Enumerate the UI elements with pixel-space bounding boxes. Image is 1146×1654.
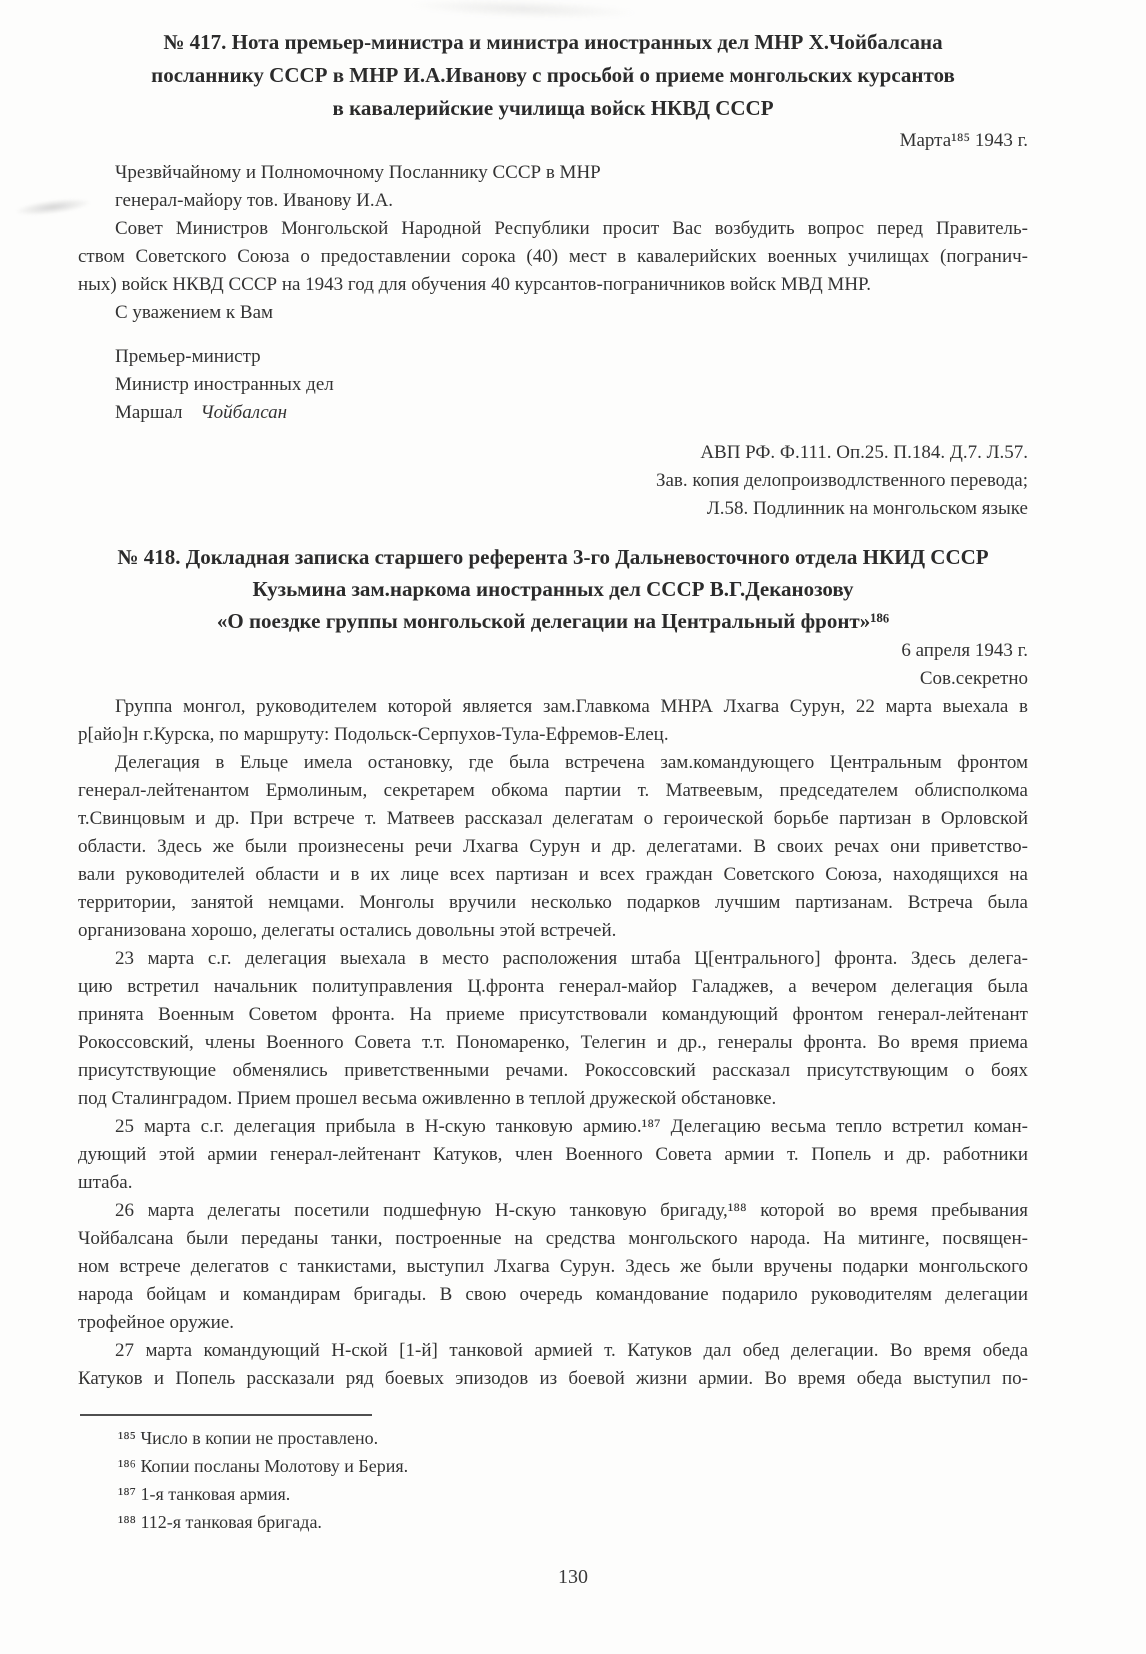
text-line: территории, занятой немцами. Монголы вручили несколько подарков лучшим партизанам. Встреча была (78, 892, 1028, 913)
text-line: генерал-майору тов. Иванову И.А. (115, 190, 394, 211)
paragraph (78, 1113, 1028, 1197)
signature-title: Премьер-министр (115, 346, 261, 367)
signature-name-line (115, 399, 1028, 427)
text-line: ¹⁸⁶ Копии посланы Молотову и Берия. (118, 1456, 409, 1476)
doc418-classification: Сов.секретно (919, 668, 1028, 689)
text-line: дующий этой армии генерал-лейтенант Катуков, член Военного Совета армии т. Попель и др. работники (78, 1144, 1028, 1165)
text-line: «О поездке группы монгольской делегации на Центральный фронт»¹⁸⁶ (216, 609, 890, 633)
footnote-list (78, 1424, 1028, 1536)
text-line: ¹⁸⁵ Число в копии не проставлено. (118, 1428, 379, 1448)
paragraph (78, 749, 1028, 945)
text-line: р[айо]н г.Курска, по маршруту: Подольск-Серпухов-Тула-Ефремов-Елец. (78, 724, 669, 745)
text-line: ством Советского Союза о предоставлении сорока (40) мест в кавалерийских военных училищах (погранич- (78, 246, 1028, 267)
text-line: Катуков и Попель рассказали ряд боевых эпизодов из боевой жизни армии. Во время обеда выступил по- (78, 1368, 1028, 1389)
signature-title: Министр иностранных дел (115, 374, 334, 395)
signature-rank: Маршал (115, 402, 183, 423)
doc417-date: Марта¹⁸⁵ 1943 г. (899, 130, 1028, 151)
text-line: ¹⁸⁷ 1-я танковая армия. (118, 1484, 291, 1504)
text-line: цию встретил начальник политуправления Ц.фронта генерал-майор Галаджев, а вечером делегация была (78, 976, 1028, 997)
document-417 (78, 26, 1028, 523)
scan-smudge (408, 0, 638, 22)
text-line: организована хорошо, делегаты остались довольны этой встречей. (78, 920, 617, 941)
text-line: ных) войск НКВД СССР на 1943 год для обучения 40 курсантов-пограничников войск МВД МНР. (78, 274, 871, 295)
text-line: в кавалерийские училища войск НКВД СССР (332, 96, 774, 120)
signature-name: Чойбалсан (200, 402, 288, 423)
text-line: народа бойцам и командирам бригады. В свою очередь командование подарило руководителям делегации (78, 1284, 1028, 1305)
footnote-separator-rule (80, 1414, 372, 1416)
text-line: Кузьмина зам.наркома иностранных дел СССР В.Г.Деканозову (252, 577, 854, 601)
text-line: Чрезвйчайному и Полномочному Посланнику СССР в МНР (115, 162, 601, 183)
paragraph (78, 693, 1028, 749)
text-line: вали руководителей области и в их лице всех партизан и всех граждан Советского Союза, находящихся на (78, 864, 1028, 885)
document-418 (78, 541, 1028, 1393)
text-line: Совет Министров Монгольской Народной Республики просит Вас возбудить вопрос перед Правитель- (115, 218, 1028, 239)
text-line: принята Военным Советом фронта. На приеме присутствовали командующий фронтом генерал-лейтенант (78, 1004, 1028, 1025)
text-line: 25 марта с.г. делегация прибыла в Н-скую танковую армию.¹⁸⁷ Делегацию весьма тепло встретил коман- (115, 1116, 1028, 1137)
text-line: Зав. копия делопроизводлственного перевода; (655, 470, 1028, 491)
text-line: Чойбалсана были переданы танки, построенные на средства монгольского народа. На митинге, посвящен- (78, 1228, 1028, 1249)
text-line: штаба. (78, 1172, 133, 1193)
text-line: присутствующие обменялись приветственными речами. Рокоссовский рассказал присутствующим о боях (78, 1060, 1028, 1081)
text-line: трофейное оружие. (78, 1312, 235, 1333)
doc417-body (78, 215, 1028, 327)
doc418-title (78, 541, 1028, 637)
text-line: Делегация в Ельце имела остановку, где была встречена зам.командующего Центральным фронтом (115, 752, 1028, 773)
text-line: № 418. Докладная записка старшего референта 3-го Дальневосточного отдела НКИД СССР (117, 545, 989, 569)
text-line: 26 марта делегаты посетили подшефную Н-скую танковую бригаду,¹⁸⁸ которой во время пребывания (115, 1200, 1028, 1221)
text-line: области. Здесь же были произнесены речи Лхагва Сурун и др. делегатами. В своих речах они приветство- (78, 836, 1028, 857)
text-line: 27 марта командующий Н-ской [1-й] танковой армией т. Катуков дал обед делегации. Во время обеда (115, 1340, 1028, 1361)
text-line: ном встрече делегатов с танкистами, выступил Лхагва Сурун. Здесь же были вручены подарки монгольского (78, 1256, 1028, 1277)
paragraph (78, 945, 1028, 1113)
text-line: т.Свинцовым и др. При встрече т. Матвеев рассказал делегатам о героической борьбе партизан в Орловской (78, 808, 1028, 829)
doc417-addressee (78, 159, 1028, 215)
text-line: Рокоссовский, члены Военного Совета т.т. Пономаренко, Телегин и др., генералы фронта. Во время приема (78, 1032, 1028, 1053)
text-line: АВП РФ. Ф.111. Оп.25. П.184. Д.7. Л.57. (700, 442, 1028, 463)
doc417-title (78, 26, 1028, 125)
text-line: С уважением к Вам (115, 302, 274, 323)
text-line: № 417. Нота премьер-министра и министра иностранных дел МНР Х.Чойбалсана (163, 30, 943, 54)
doc418-body (78, 693, 1028, 1393)
paragraph (78, 1197, 1028, 1337)
doc417-signature-block (78, 343, 1028, 427)
text-line: генерал-лейтенантом Ермолиным, секретарем обкома партии т. Матвеевым, председателем облисполкома (78, 780, 1028, 801)
paragraph (78, 299, 1028, 327)
text-line: 23 марта с.г. делегация выехала в место расположения штаба Ц[ентрального] фронта. Здесь делега- (115, 948, 1028, 969)
page-number: 130 (558, 1566, 588, 1588)
footnotes-section (78, 1414, 1028, 1536)
text-line: ¹⁸⁸ 112-я танковая бригада. (118, 1512, 322, 1532)
text-line: Л.58. Подлинник на монгольском языке (706, 498, 1028, 519)
paragraph (78, 215, 1028, 299)
text-line: посланнику СССР в МНР И.А.Иванову с просьбой о приеме монгольских курсантов (151, 63, 955, 87)
text-line: Группа монгол, руководителем которой является зам.Главкома МНРА Лхагва Сурун, 22 марта выехала в (115, 696, 1028, 717)
page-content (78, 26, 1028, 1393)
doc418-date: 6 апреля 1943 г. (901, 640, 1028, 661)
text-line: под Сталинградом. Прием прошел весьма оживленно в теплой дружеской обстановке. (78, 1088, 777, 1109)
paragraph (78, 1337, 1028, 1393)
doc417-archive-reference (78, 439, 1028, 523)
